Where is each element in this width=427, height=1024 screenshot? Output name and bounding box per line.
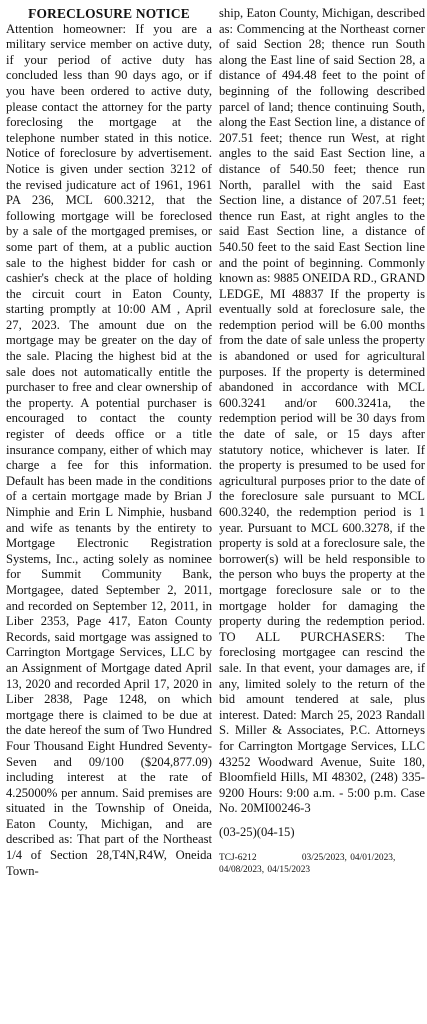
notice-body-left: Attention homeowner: If you are a military service member on active duty, if your period of active duty has concluded less than 90 days ago, or if you have been ordered to active duty, please contact the attorney for the party foreclosing the mortgage at the telephone number stated in this notice. Notice of foreclosure by advertisement. Notice is given under section 3212 of the revised judicature act of 1961, 1961 PA 236, MCL 600.3212, that the following mortgage will be foreclosed by a sale of the mortgaged premises, or some part of them, at a public auction sale to the highest bidder for cash or cashier's check at the place of holding the circuit court in Eaton County, starting promptly at 10:00 AM , April 27, 2023. The amount due on the mortgage may be greater on the day of the sale. Placing the highest bid at the sale does not automatically entitle the purchaser to free and clear ownership of the property. A potential purchaser is encouraged to contact the county register of deeds office or a title insurance company, either of which may charge a fee for this information. Default has been made in the conditions of a certain mortgage made by Brian J Nimphie and Erin L Nimphie, husband and wife as tenants by the entirety to Mortgage Electronic Registration Systems, Inc., acting solely as nominee for Summit Community Bank, Mortgagee, dated September 2, 2011, and recorded on September 12, 2011, in Liber 2353, Page 417, Eaton County Records, said mortgage was assigned to Carrington Mortgage Services, LLC by an Assignment of Mortgage dated April 13, 2020 and recorded April 17, 2020 in Liber 2838, Page 1248, on which mortgage there is claimed to be due at the date hereof the sum of Two Hundred Four Thousand Eight Hundred Seventy-Seven and 09/100 ($204,877.09) including interest at the rate of 4.25000% per annum. Said premises are situated in the Township of Oneida, Eaton County, Michigan, and are described as: That part of the Northeast 1/4 of Section 28,T4N,R4W, Oneida Town- bbox=[6, 21, 212, 878]
publication-footer bbox=[219, 852, 425, 876]
notice-column-right bbox=[219, 6, 425, 876]
run-dates: (03-25)(04-15) bbox=[219, 824, 295, 839]
footer-dates: 03/25/2023, 04/01/2023, 04/08/2023, 04/15/2023 bbox=[219, 853, 396, 876]
notice-body-right: ship, Eaton County, Michigan, described as: Commencing at the Northeast corner of said Section 28; thence run South along the East line of said Section 28, a distance of 494.48 feet to the point of beginning of the following described parcel of land; thence continuing South, along the East Section line, a distance of 207.51 feet; thence run West, at right angles to the said East Section line, a distance of 540.50 feet; thence run North, parallel with the said East Section line, a distance of 207.51 feet; thence run East, at right angles to the said East Section line, a distance of 540.50 feet to the said East Section line and the point of beginning. Commonly known as: 9885 ONEIDA RD., GRAND LEDGE, MI 48837 If the property is eventually sold at foreclosure sale, the redemption period will be 6.00 months from the date of sale unless the property is abandoned or used for agricultural purposes. If the property is determined abandoned in accordance with MCL 600.3241 and/or 600.3241a, the redemption period will be 30 days from the date of sale, or 15 days after statutory notice, whichever is later. If the property is presumed to be used for agricultural purposes prior to the date of the foreclosure sale pursuant to MCL 600.3240, the redemption period is 1 year. Pursuant to MCL 600.3278, if the property is sold at a foreclosure sale, the borrower(s) will be held responsible to the person who buys the property at the mortgage foreclosure sale or to the mortgage holder for damaging the property during the redemption period. TO ALL PURCHASERS: The foreclosing mortgagee can rescind the sale. In that event, your damages are, if any, limited solely to the return of the bid amount tendered at sale, plus interest. Dated: March 25, 2023 Randall S. Miller & Associates, P.C. Attorneys for Carrington Mortgage Services, LLC 43252 Woodward Avenue, Suite 180, Bloomfield Hills, MI 48302, (248) 335-9200 Hours: 9:00 a.m. - 5:00 p.m. Case No. 20MI00246-3 bbox=[219, 6, 425, 816]
notice-column-left bbox=[6, 6, 212, 879]
notice-title: FORECLOSURE NOTICE bbox=[28, 6, 190, 21]
footer-id: TCJ-6212 bbox=[219, 853, 257, 864]
